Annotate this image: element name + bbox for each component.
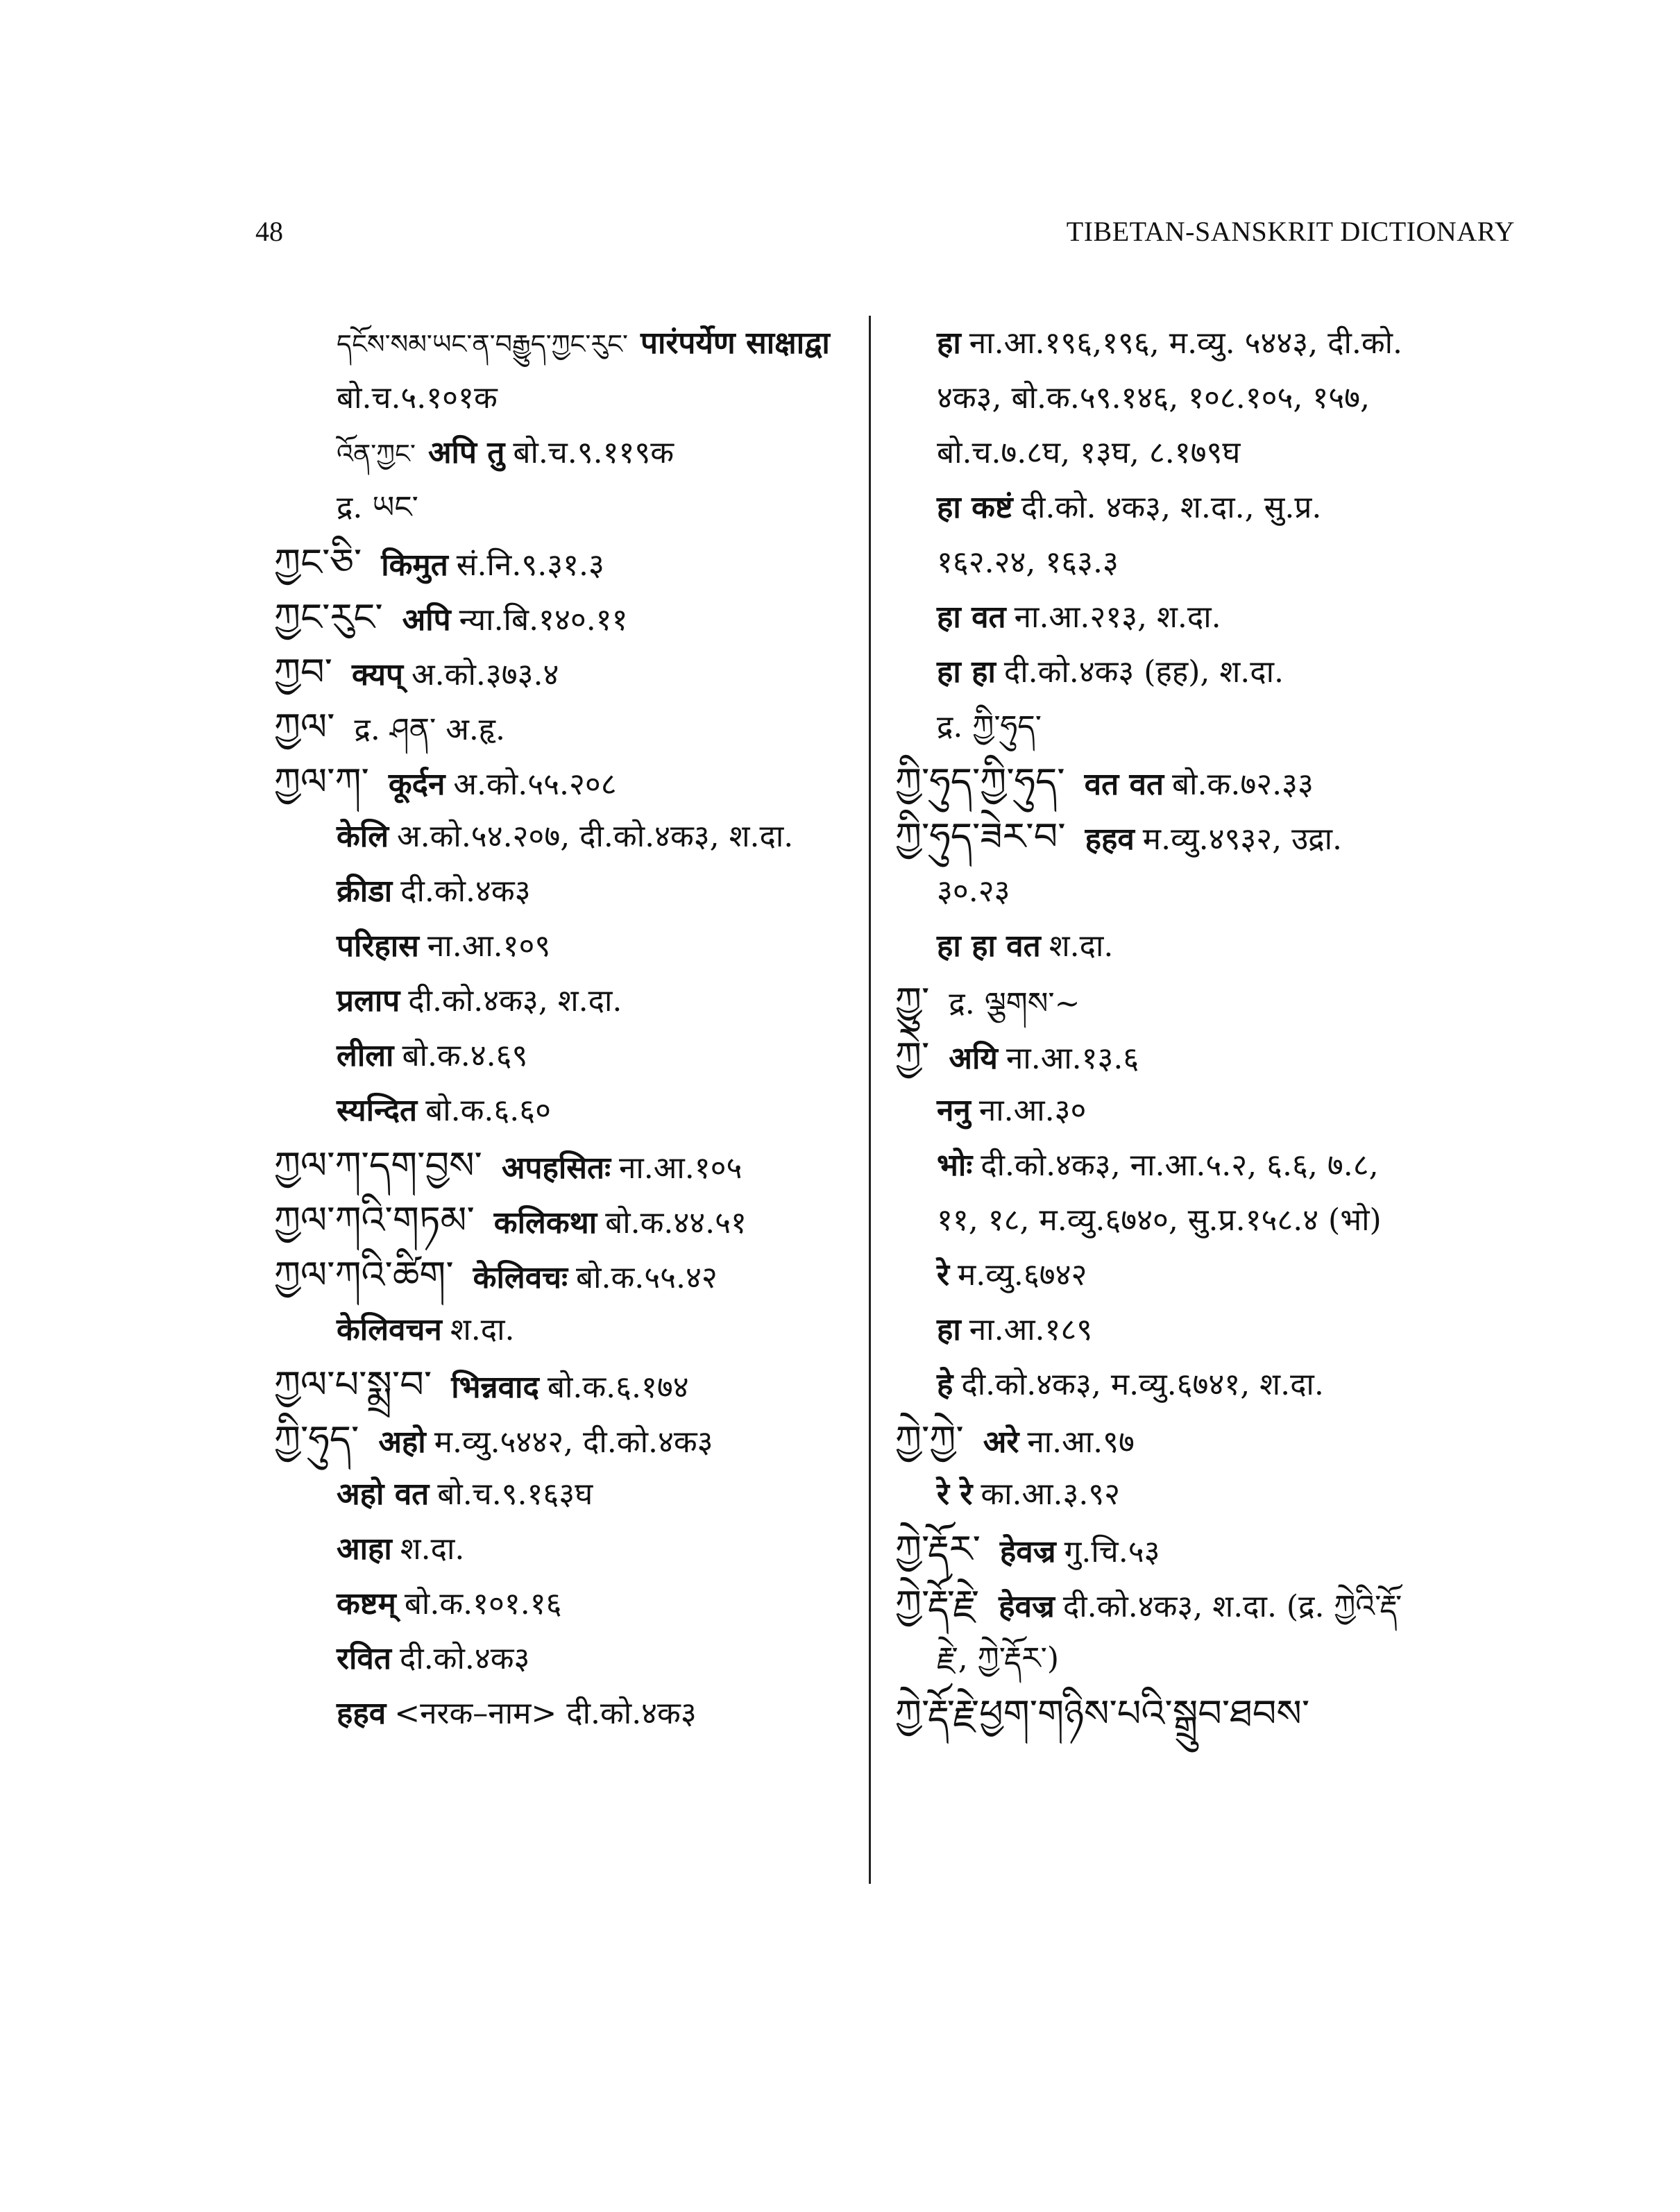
- sanskrit-equivalent: भिन्नवाद: [451, 1370, 539, 1405]
- sanskrit-equivalent: अरे: [983, 1424, 1019, 1460]
- sanskrit-equivalent: हहव: [1085, 822, 1135, 857]
- tibetan-headword: ཀྱལ་ཀའི་གཏམ་: [274, 1198, 475, 1242]
- source-reference: सं.नि.९.३१.३: [456, 547, 604, 583]
- dictionary-line: [895, 371, 1520, 425]
- dictionary-line: [274, 754, 857, 809]
- source-reference: ना.आ.१०५: [618, 1150, 743, 1186]
- dictionary-line: [895, 1686, 1520, 1741]
- dictionary-line: [274, 1083, 857, 1138]
- sanskrit-equivalent: कलिकथा: [493, 1205, 597, 1241]
- sanskrit-equivalent: ननु: [937, 1093, 971, 1128]
- sanskrit-equivalent: कूर्दन: [388, 767, 446, 802]
- dictionary-line: [895, 1193, 1520, 1248]
- source-reference: दी.को.४क३, श.दा.: [408, 983, 622, 1019]
- sanskrit-equivalent: स्यन्दित: [337, 1093, 418, 1128]
- sanskrit-equivalent: हहव: [337, 1696, 387, 1731]
- dictionary-line: [274, 864, 857, 919]
- sanskrit-equivalent: आहा: [337, 1531, 392, 1567]
- source-reference: ना.आ.२१३, श.दा.: [1014, 599, 1221, 635]
- source-reference: बो.च.७.८घ, १३घ, ८.१७९घ: [937, 435, 1241, 470]
- source-reference: म.व्यु.५४४२, दी.को.४क३: [434, 1424, 713, 1460]
- source-reference: ४क३, बो.क.५९.१४६, १०८.१०५, १५७,: [937, 380, 1371, 416]
- source-reference: ३०.२३: [937, 874, 1010, 909]
- sanskrit-equivalent: हा हा: [937, 654, 996, 690]
- sanskrit-equivalent: अपहसितः: [501, 1150, 611, 1186]
- sanskrit-equivalent: किमुत: [381, 547, 448, 583]
- source-reference: द्र. ཤན་ अ.हृ.: [354, 712, 505, 747]
- dictionary-line: [274, 425, 857, 480]
- tibetan-headword: ཀྱེ་རྡོ་རྗེ་: [895, 1582, 980, 1626]
- sanskrit-equivalent: केलिवचन: [337, 1312, 442, 1347]
- source-reference: बो.क.६.६०: [425, 1093, 551, 1128]
- source-reference: अ.को.३७३.४: [411, 657, 559, 692]
- source-reference: बो.क.४४.५१: [605, 1205, 747, 1241]
- source-reference: बो.क.४.६९: [402, 1038, 528, 1073]
- source-reference: का.आ.३.९२: [981, 1477, 1121, 1512]
- dictionary-line: [895, 864, 1520, 919]
- dictionary-line: [274, 1467, 857, 1522]
- source-reference: दी.को.४क३: [399, 1641, 530, 1676]
- dictionary-line: [274, 1028, 857, 1083]
- sanskrit-equivalent: रे: [937, 1257, 949, 1293]
- tibetan-headword: ཀྱལ་ཀའི་ཚིག་: [274, 1253, 454, 1297]
- sanskrit-equivalent: हा वत: [937, 599, 1006, 635]
- tibetan-phrase: འོན་ཀྱང་: [337, 439, 416, 469]
- dictionary-line: [274, 1631, 857, 1686]
- dictionary-line: [895, 699, 1520, 754]
- dictionary-line: [274, 919, 857, 973]
- tibetan-phrase: དངོས་སམ་ཡང་ན་བརྒྱུད་ཀྱང་རུང་: [337, 329, 628, 359]
- sanskrit-equivalent: हा कष्टं: [937, 490, 1013, 525]
- dictionary-line: [274, 699, 857, 754]
- dictionary-line: [274, 1193, 857, 1248]
- sanskrit-equivalent: अहो वत: [337, 1477, 430, 1512]
- tibetan-headword: ཀྱེ་ཀྱེ་: [895, 1418, 964, 1461]
- source-reference: म.व्यु.६७४२: [958, 1257, 1087, 1293]
- tibetan-headword: ཀྱུ་: [895, 979, 930, 1023]
- source-reference: द्र. ལྕགས་~: [949, 986, 1080, 1021]
- source-reference: म.व्यु.४९३२, उद्रा.: [1142, 822, 1343, 857]
- dictionary-line: [274, 1412, 857, 1467]
- source-reference: दी.को.४क३, श.दा. (द्र. ཀྱེའི་རྡོ་: [1062, 1589, 1402, 1624]
- source-reference: बो.क.५५.४२: [575, 1260, 718, 1295]
- dictionary-line: [895, 1576, 1520, 1631]
- source-reference: न्या.बि.१४०.११: [459, 602, 628, 638]
- source-reference: दी.को.४क३, ना.आ.५.२, ६.६, ७.८,: [981, 1148, 1379, 1183]
- dictionary-line: [274, 809, 857, 864]
- running-title: TIBETAN-SANSKRIT DICTIONARY: [1066, 216, 1515, 247]
- dictionary-line: [895, 1248, 1520, 1302]
- dictionary-line: [895, 1138, 1520, 1193]
- source-reference: ना.आ.१८९: [969, 1312, 1093, 1347]
- dictionary-line: [274, 973, 857, 1028]
- sanskrit-equivalent: हेवज्र: [999, 1534, 1056, 1569]
- source-reference: ना.आ.१३.६: [1006, 1041, 1139, 1076]
- sanskrit-equivalent: हेवज्र: [999, 1589, 1055, 1624]
- source-reference: <नरक–नाम> दी.को.४क३: [394, 1696, 697, 1731]
- tibetan-headword: ཀྱང་རུང་: [274, 595, 383, 639]
- dictionary-line: [895, 919, 1520, 973]
- sanskrit-equivalent: केलि: [337, 819, 389, 854]
- sanskrit-equivalent: अयि: [949, 1041, 998, 1076]
- dictionary-line: [274, 316, 857, 371]
- left-column: [274, 316, 857, 1741]
- dictionary-line: [274, 1522, 857, 1576]
- dictionary-line: [895, 973, 1520, 1028]
- tibetan-headword: ཀྱལ་ཀ་དག་བྱས་: [274, 1143, 482, 1187]
- sanskrit-equivalent: प्रलाप: [337, 983, 400, 1019]
- dictionary-line: [895, 480, 1520, 535]
- tibetan-headword: ཀྱེ་རྡོར་: [895, 1527, 981, 1571]
- tibetan-headword: ཀྱལ་: [274, 705, 335, 749]
- sanskrit-equivalent: अहो: [378, 1424, 426, 1460]
- source-reference: ना.आ.३०: [978, 1093, 1087, 1128]
- source-reference: दी.को. ४क३, श.दा., सु.प्र.: [1021, 490, 1322, 525]
- source-reference: द्र. ཀྱི་ཧུད་: [937, 709, 1042, 745]
- sanskrit-equivalent: अपि: [402, 602, 451, 638]
- source-reference: ना.आ.१९६,१९६, म.व्यु. ५४४३, दी.को.: [969, 325, 1403, 361]
- dictionary-line: [895, 1028, 1520, 1083]
- dictionary-line: [895, 1357, 1520, 1412]
- dictionary-line: [274, 1138, 857, 1193]
- source-reference: १६२.२४, १६३.३: [937, 545, 1119, 580]
- tibetan-headword: ཀྱལ་ཀ་: [274, 760, 369, 803]
- dictionary-line: [274, 645, 857, 699]
- dictionary-line: [274, 1576, 857, 1631]
- source-reference: श.दा.: [400, 1531, 465, 1567]
- sanskrit-equivalent: कष्टम्: [337, 1586, 396, 1622]
- source-reference: बो.क.६.१७४: [547, 1370, 689, 1405]
- source-reference: बो.च.९.१६३घ: [437, 1477, 593, 1512]
- dictionary-line: [895, 1083, 1520, 1138]
- sanskrit-equivalent: हा हा वत: [937, 928, 1041, 964]
- source-reference: दी.को.४क३, म.व्यु.६७४१, श.दा.: [961, 1367, 1324, 1402]
- dictionary-line: [274, 1302, 857, 1357]
- dictionary-line: [274, 1248, 857, 1302]
- dictionary-line: [895, 645, 1520, 699]
- source-reference: अ.को.५५.२०८: [453, 767, 617, 802]
- tibetan-headword: ཀྱི་ཧུད་ཟེར་བ་: [895, 815, 1066, 858]
- dictionary-line: [274, 535, 857, 590]
- dictionary-line: [895, 1522, 1520, 1576]
- dictionary-line: [895, 809, 1520, 864]
- dictionary-line: [274, 480, 857, 535]
- dictionary-line: [895, 1631, 1520, 1686]
- sanskrit-equivalent: पारंपर्येण साक्षाद्वा: [640, 325, 830, 361]
- dictionary-line: [895, 316, 1520, 371]
- sanskrit-equivalent: रवित: [337, 1641, 391, 1676]
- dictionary-line: [895, 425, 1520, 480]
- source-reference: श.दा.: [450, 1312, 515, 1347]
- source-reference: दी.को.४क३ (हह), श.दा.: [1003, 654, 1284, 690]
- sanskrit-equivalent: परिहास: [337, 928, 419, 964]
- dictionary-line: [895, 1412, 1520, 1467]
- right-column: [895, 316, 1520, 1741]
- sanskrit-equivalent: क्यप्: [351, 657, 404, 692]
- source-reference: अ.को.५४.२०७, दी.को.४क३, श.दा.: [397, 819, 794, 854]
- tibetan-headword: ཀྱི་ཧུད་ཀྱི་ཧུད་: [895, 760, 1065, 803]
- dictionary-line: [274, 1686, 857, 1741]
- source-reference: ११, १८, म.व्यु.६७४०, सु.प्र.१५८.४ (भो): [937, 1202, 1382, 1238]
- page-header: [0, 215, 1680, 257]
- dictionary-line: [895, 1467, 1520, 1522]
- source-reference: རྗེ་, ཀྱེ་རྡོར་): [937, 1641, 1060, 1676]
- dictionary-line: [895, 1302, 1520, 1357]
- source-reference: दी.को.४क३: [400, 874, 531, 909]
- source-reference: द्र. ཡང་: [337, 490, 418, 525]
- dictionary-line: [274, 590, 857, 645]
- sanskrit-equivalent: वत वत: [1084, 767, 1164, 802]
- dictionary-line: [274, 1357, 857, 1412]
- sanskrit-equivalent: अपि तु: [427, 435, 505, 470]
- source-reference: श.दा.: [1049, 928, 1114, 964]
- source-reference: ना.आ.९७: [1027, 1424, 1135, 1460]
- sanskrit-equivalent: लीला: [337, 1038, 394, 1073]
- dictionary-line: [895, 590, 1520, 645]
- sanskrit-equivalent: रे रे: [937, 1477, 973, 1512]
- source-reference: बो.क.७२.३३: [1172, 767, 1314, 802]
- tibetan-headword: ཀྱལ་པ་སྨྲ་བ་: [274, 1363, 432, 1406]
- source-reference: बो.च.९.११९क: [513, 435, 674, 470]
- source-reference: ना.आ.१०९: [427, 928, 551, 964]
- sanskrit-equivalent: क्रीडा: [337, 874, 393, 909]
- tibetan-headword: ཀྱི་ཧུད་: [274, 1418, 359, 1461]
- sanskrit-equivalent: हा: [937, 325, 961, 361]
- tibetan-headword: ཀྱབ་: [274, 650, 332, 694]
- tibetan-headword: ཀྱང་ཅི་: [274, 541, 362, 584]
- dictionary-line: [895, 535, 1520, 590]
- source-reference: बो.च.५.१०१क: [337, 380, 498, 416]
- sanskrit-equivalent: भोः: [937, 1148, 973, 1183]
- tibetan-headword: ཀྱེ་རྡོ་རྗེ་ཕྱག་གཉིས་པའི་སྒྲུབ་ཐབས་: [895, 1692, 1310, 1735]
- sanskrit-equivalent: केलिवचः: [473, 1260, 568, 1295]
- source-reference: गु.चि.५३: [1064, 1534, 1160, 1569]
- column-divider: [869, 316, 871, 1884]
- dictionary-line: [895, 754, 1520, 809]
- dictionary-line: [274, 371, 857, 425]
- tibetan-headword: ཀྱེ་: [895, 1034, 930, 1078]
- source-reference: बो.क.१०१.१६: [404, 1586, 562, 1622]
- sanskrit-equivalent: हे: [937, 1367, 953, 1402]
- sanskrit-equivalent: हा: [937, 1312, 961, 1347]
- page-number: 48: [255, 216, 283, 247]
